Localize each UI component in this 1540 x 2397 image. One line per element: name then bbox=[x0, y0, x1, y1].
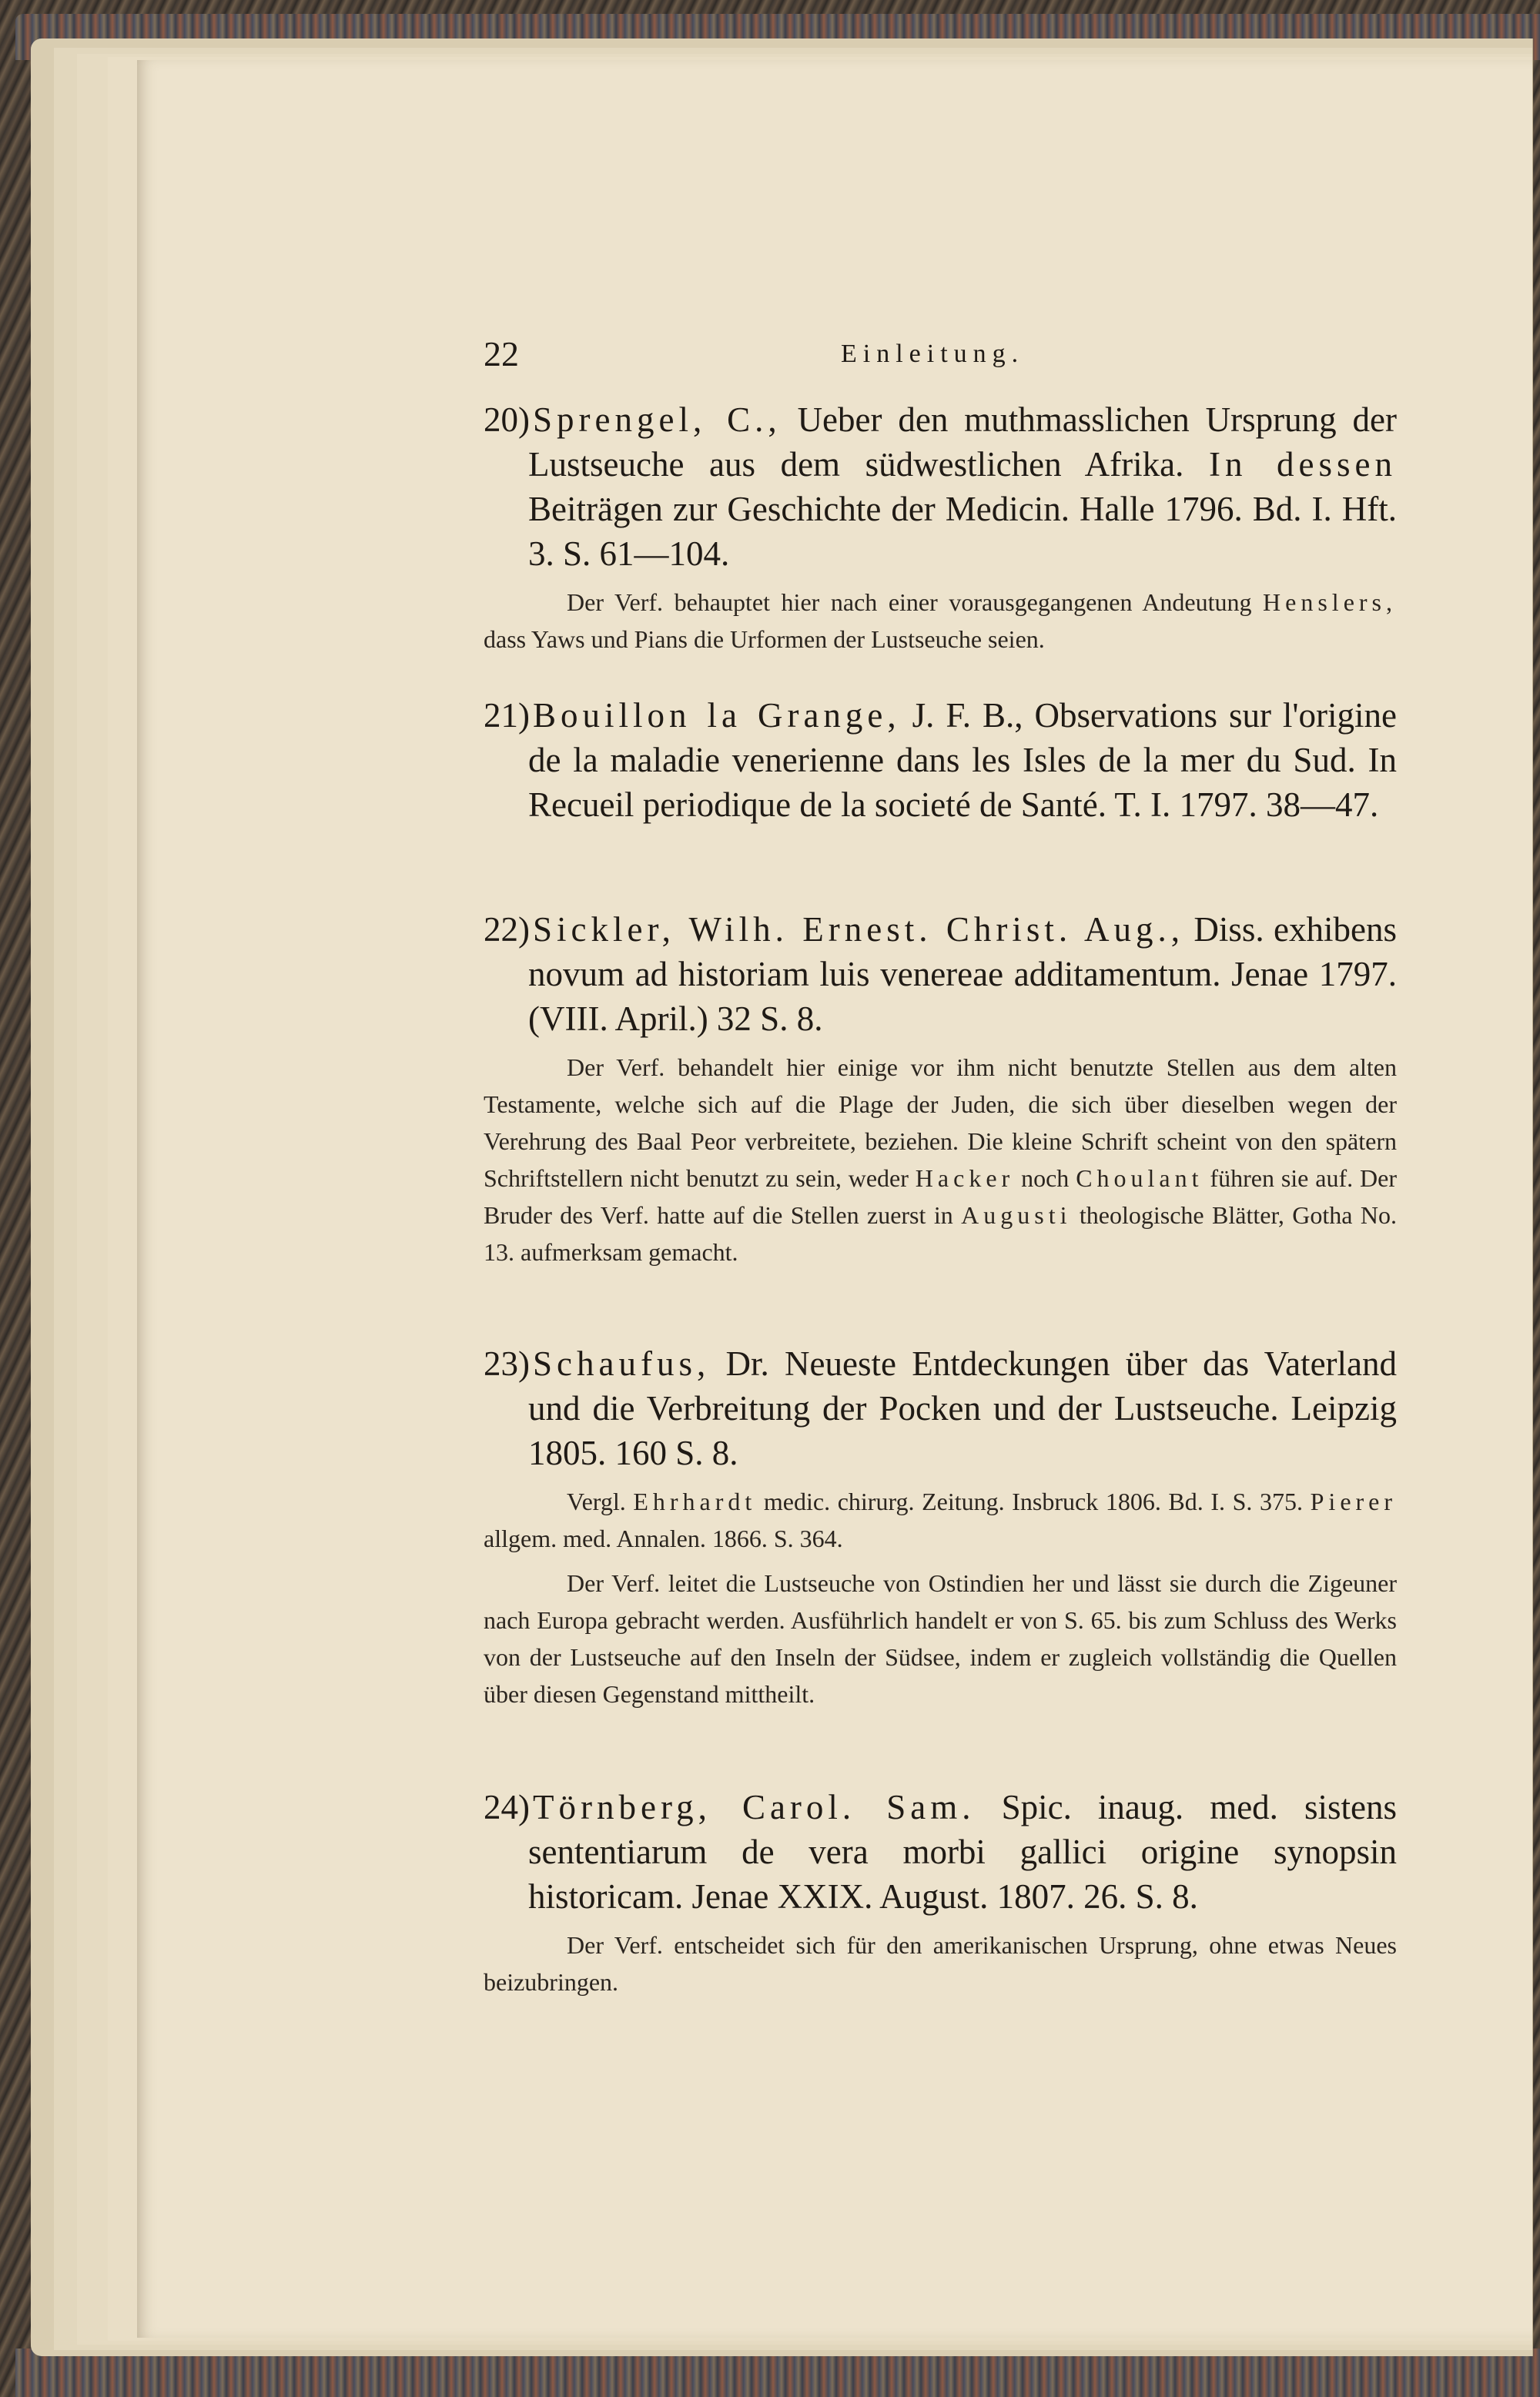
note-emphasis: Pierer bbox=[1310, 1488, 1398, 1515]
entry-author: Törnberg, Carol. Sam. bbox=[533, 1788, 976, 1826]
entry-citation bbox=[484, 907, 1397, 1041]
entry-source: Beiträgen zur Geschichte der Medicin. Halle 1796. Bd. I. Hft. 3. S. 61—104. bbox=[528, 490, 1397, 573]
entry-citation bbox=[484, 693, 1397, 827]
note-emphasis: Choulant bbox=[1076, 1164, 1204, 1192]
entry-author: Sprengel, C., bbox=[533, 400, 782, 439]
entry-emphasis: In dessen bbox=[1208, 445, 1397, 484]
entry-title: J. F. B., Observations sur l'origine de la maladie venerienne dans les Isles de la mer du Sud. In Recueil periodique de la societé de Santé. T. I. 1797. 38—47. bbox=[528, 696, 1397, 824]
bibliography-entry-20 bbox=[484, 397, 1397, 658]
note-emphasis: Hacker bbox=[915, 1164, 1015, 1192]
entry-author: Schaufus, bbox=[533, 1344, 711, 1383]
bibliography-entry-23 bbox=[484, 1341, 1397, 1712]
entry-title: Dr. Neueste Entdeckungen über das Vaterland und die Verbreitung der Pocken und der Lustseuche. Leipzig 1805. 160 S. 8. bbox=[528, 1344, 1397, 1472]
entry-note: Der Verf. entscheidet sich für den amerikanischen Ursprung, ohne etwas Neues beizubringen. bbox=[484, 1931, 1397, 1996]
running-head bbox=[484, 331, 1408, 377]
page-title: Einleitung. bbox=[841, 340, 1025, 368]
entry-note: Vergl. Ehrhardt medic. chirurg. Zeitung. Insbruck 1806. Bd. I. S. 375. Pierer allgem. med. Annalen. 1866. S. 364. bbox=[484, 1488, 1398, 1552]
entry-citation bbox=[484, 397, 1397, 576]
entry-note: Der Verf. behandelt hier einige vor ihm nicht benutzte Stellen aus dem alten Testamente, welche sich auf die Plage der Juden, die sich über dieselben wegen der Verehrung des Baal Peor verbreitete, beziehen. Die kleine Schrift scheint von den spätern Schriftstellern nicht benutzt zu sein, weder Hacker noch Choulant führen sie auf. Der Bruder des Verf. hatte auf die Stellen zuerst in Augusti theologische Blätter, Gotha No. 13. aufmerksam gemacht. bbox=[484, 1053, 1398, 1266]
entry-note: Der Verf. leitet die Lustseuche von Ostindien her und lässt sie durch die Zigeuner nach Europa gebracht werden. Ausführlich handelt er von S. 65. bis zum Schluss des Werks von der Lustseuche auf den Inseln der Südsee, indem er zugleich vollständig die Quellen über diesen Gegenstand mittheilt. bbox=[484, 1569, 1397, 1708]
entry-citation bbox=[484, 1785, 1397, 1919]
entry-title: Spic. inaug. med. sistens sententiarum de vera morbi gallici origine synopsin historicam. Jenae XXIX. August. 1807. 26. S. 8. bbox=[528, 1788, 1398, 1916]
entry-number: 21) bbox=[484, 696, 530, 735]
entry-title: Ueber den muthmasslichen Ursprung der Lustseuche aus dem südwestlichen Afrika. bbox=[528, 400, 1397, 484]
entry-note: Der Verf. behauptet hier nach einer vorausgegangenen Andeutung Henslers, dass Yaws und Pians die Urformen der Lustseuche seien. bbox=[484, 588, 1397, 653]
entry-number: 22) bbox=[484, 910, 530, 949]
bibliography-entry-22 bbox=[484, 907, 1397, 1270]
note-emphasis: Ehrhardt bbox=[633, 1488, 757, 1515]
entry-author: Bouillon la Grange, bbox=[533, 696, 901, 735]
note-emphasis: Henslers, bbox=[1263, 588, 1397, 616]
entry-number: 20) bbox=[484, 400, 530, 439]
entry-title: Diss. exhibens novum ad historiam luis venereae additamentum. Jenae 1797. (VIII. April.) 32 S. 8. bbox=[528, 910, 1397, 1038]
page-number: 22 bbox=[484, 334, 519, 373]
bibliography-entry-24 bbox=[484, 1785, 1397, 2000]
entry-author: Sickler, Wilh. Ernest. Christ. Aug., bbox=[533, 910, 1184, 949]
entry-number: 24) bbox=[484, 1788, 530, 1826]
entry-citation bbox=[484, 1341, 1397, 1475]
bibliography-entry-21 bbox=[484, 693, 1397, 827]
entry-number: 23) bbox=[484, 1344, 530, 1383]
note-emphasis: Augusti bbox=[961, 1201, 1072, 1229]
